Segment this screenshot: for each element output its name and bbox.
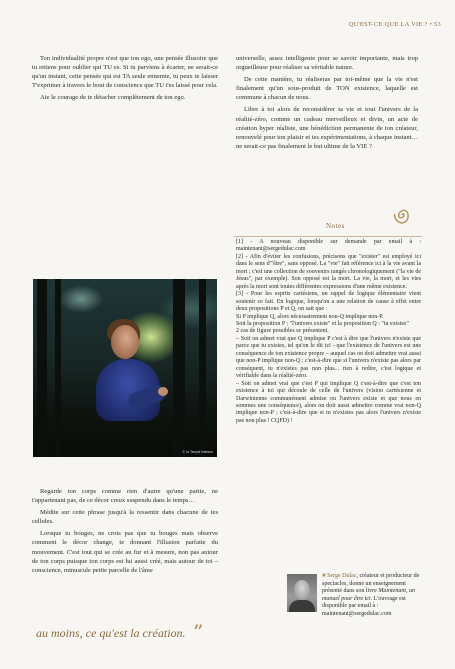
running-header: QU'EST-CE QUE LA VIE ? • 53 [348,21,441,28]
note-item: 2 cas de figure possibles se présentent. [236,328,329,335]
paragraph: Lorsque tu bouges, ne crois pas que tu bouges mais observe comment le décor change, te donnant l'illusion parfaite du mouvement. C'est tout qui se crée au fur et à mesure, non pas autour de ton corps puisque ton corps est lui aussi créé, mais autour de toi – conscience, minuscule petite parcelle de l'âme [32,530,218,574]
author-name: Serge Dulac [327,573,357,579]
bio-text-end: . L'ouvrage est disponible par email à : maintenant@sergedulac.com [322,595,406,617]
note-item: Si P implique Q, alors nécessairement non-Q implique non-P. [236,313,384,320]
pull-quote: au moins, ce qu'est la création. [36,626,186,640]
paragraph: Médite sur cette phrase jusqu'à la ressentir dans chacune de tes cellules. [32,509,218,526]
notes-title: Notes [326,222,345,230]
notes-list [236,239,421,425]
note-item: – Soit on admet vrai que c'est P qui implique Q c'est-à-dire que c'est ton existence à toi qui découle de celle de l'univers (vision cartésienne et Darwinienne communément admise ou l'univers existe et que nous en sommes une conséquence), alors on doit aussi admettre comme vrai non-Q implique non-P ; c'est-à-dire que si tu n'existes pas alors l'univers n'existe pas non plus ! CQFD) ! [236,380,421,424]
quote-mark: ” [193,620,204,644]
spiral-icon [392,205,412,225]
note-item: Soit la proposition P : "l'univers existe" et la proposition Q : "tu existes" [236,320,409,327]
forest-photo [33,279,217,457]
paragraph: Ton individualité propre n'est que ton ego, une pensée illusoire que tu retiens pour oublier qui TU es. Si tu parviens à écarter, ne serait-ce qu'un instant, cette pensée qui est TA seule ennemie, tu peux te laisser T'exprimer à travers le bout de conscience que TU t'es laissé pour cela. [32,55,218,90]
author-bio: ■ Serge Dulac, créateur et producteur de spectacles, donne un enseignement présenté dans son livre Maintenant, un manuel pour être ici. L'ouvrage est disponible par email à : maintenant@sergedulac.com [322,573,420,617]
paragraph: Libre à toi alors de reconsidérer ta vie et tout l'univers de la réalité-zéro, comme un cadeau merveilleux et divin, un acte de création hyper réaliste, une bénédiction permanente de ton créateur, renouvelé pour ton plaisir et tes expérimentations, à chaque instant… ne serait-ce pas finalement le but ultime de la VIE ? [236,106,418,150]
note-item: [3] - Pour les esprits cartésiens, un rappel de logique élémentaire vient soutenir ce fait. En logique, lorsqu'on a une relation de cause à effet entre deux propositions P et Q, on sait que : [236,291,421,313]
paragraph: Aie le courage de te détacher complètement de ton ego. [40,94,186,102]
note-item: [2] - Afin d'éviter les confusions, précisons que "exister" est employé ici dans le sens d'"être", sans opposé. La "vie" fait référence ici à la vie avant la mort ; c'est une collection de souvenirs rangés chronologiquement ("la vie de Jésus", par exemple). Son opposé est la mort. La vie, la mort, et les vies après la mort sont toutes différentes expressions d'une même existence. [236,253,421,290]
author-avatar [287,574,317,612]
bio-text: , créateur et producteur de spectacles, donne un enseignement présenté dans son livre [322,573,420,594]
right-column-top [236,54,418,151]
book-title: Maintenant, un manuel pour être ici [322,588,415,602]
photo-credit: © Le Temple Intérieur [182,450,213,454]
paragraph: universelle, assez intelligente pour se savoir importante, mais trop orgueilleuse pour réaliser sa véritable nature. [236,55,418,72]
notes-divider [234,236,422,237]
paragraph: De cette manière, tu réaliseras par toi-même que la vie n'est finalement qu'un sous-produit de TON existence, laquelle est commune à chacun de nous. [236,76,418,102]
left-column-bottom [32,487,218,575]
note-item: – Soit on admet vrai que Q implique P c'est à dire que l'univers n'existe que parce que tu existes, tel qu'on le dit ici - que l'existence de l'univers est une conséquence de ton existence propre – auquel cas on doit admettre vrai aussi que non-P implique non-Q ; c'est-à-dire que si l'univers n'existe pas alors par conséquent, tu n'existes pas non plus... rien à redire, c'est logique et vérifiable dans la réalité-zéro. [236,335,421,380]
note-item: [1] - A nouveau disponible sur demande par email à : maintenant@sergedulac.com [236,239,421,253]
left-column-top [32,54,218,102]
paragraph: Regarde ton corps comme rien d'autre qu'une partie, ne t'appartenant pas, de ce décor creux suspendu dans le temps… [32,488,218,505]
